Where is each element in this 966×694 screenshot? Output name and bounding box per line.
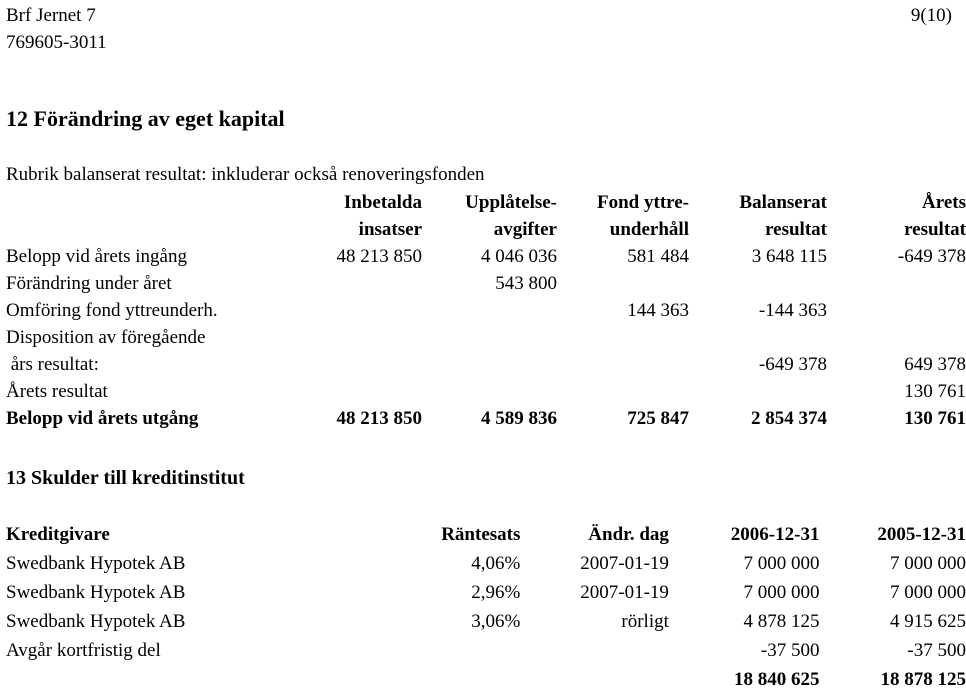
table-cell — [311, 351, 422, 378]
note-12-title: 12 Förändring av eget kapital — [6, 106, 285, 131]
table-cell: 48 213 850 — [336, 408, 422, 429]
table-cell — [227, 636, 520, 665]
column-header: Ändr. dag — [588, 524, 669, 545]
table-cell — [827, 324, 966, 351]
row-label: Belopp vid årets ingång — [6, 246, 187, 267]
table-cell — [689, 324, 827, 351]
total-cell: 18 878 125 — [880, 669, 966, 690]
table-cell — [311, 378, 422, 405]
table-row — [0, 270, 966, 297]
column-header: 2006-12-31 — [730, 524, 820, 545]
row-label: Årets resultat — [6, 381, 108, 402]
table-cell: 725 847 — [627, 408, 689, 429]
org-name: Brf Jernet 7 — [6, 5, 96, 26]
table-cell: 543 800 — [495, 273, 557, 294]
table-cell — [689, 270, 827, 297]
org-number: 769605-3011 — [6, 32, 107, 53]
table-cell — [520, 636, 669, 665]
table-cell — [422, 297, 557, 324]
table-row — [0, 243, 966, 270]
credit-institution-debt-table — [0, 520, 966, 694]
column-header: Inbetalda — [343, 192, 422, 213]
table-cell — [422, 378, 557, 405]
table-cell: 48 213 850 — [336, 246, 422, 267]
table-cell: 3,06% — [471, 611, 521, 632]
column-header: Kreditgivare — [6, 524, 110, 545]
table-cell — [557, 351, 689, 378]
column-header: Balanserat — [739, 192, 827, 213]
table-cell — [689, 378, 827, 405]
row-label: Förändring under året — [6, 273, 172, 294]
table-cell: 2 854 374 — [751, 408, 827, 429]
table-cell: 7 000 000 — [890, 582, 966, 603]
table-cell: 144 363 — [627, 300, 689, 321]
table-cell: -144 363 — [758, 300, 827, 321]
row-label: Omföring fond yttreunderh. — [6, 300, 218, 321]
column-header: 2005-12-31 — [877, 524, 966, 545]
table-cell — [422, 324, 557, 351]
column-header: Årets — [922, 192, 966, 213]
table-row — [0, 607, 966, 636]
table-cell — [311, 324, 422, 351]
column-header: avgifter — [493, 219, 557, 240]
table-cell: 7 000 000 — [743, 582, 820, 603]
table-cell: 7 000 000 — [743, 553, 820, 574]
table-row — [0, 636, 966, 665]
table-cell: 2,96% — [471, 582, 521, 603]
row-label: Disposition av föregående — [6, 327, 206, 348]
table-cell — [557, 270, 689, 297]
table-row — [0, 378, 966, 405]
table-cell: 4 878 125 — [743, 611, 820, 632]
table-cell: -37 500 — [760, 640, 820, 661]
table-cell: 4 915 625 — [890, 611, 966, 632]
column-header: Räntesats — [441, 524, 521, 545]
page-number: 9(10) — [910, 5, 952, 26]
table-row — [0, 578, 966, 607]
column-header: resultat — [765, 219, 827, 240]
table-cell — [422, 351, 557, 378]
table-cell: Swedbank Hypotek AB — [6, 553, 186, 574]
table-cell: 649 378 — [904, 354, 966, 375]
table-cell: rörligt — [621, 611, 669, 632]
table-header-row — [0, 189, 966, 216]
table-cell — [557, 378, 689, 405]
table-cell: 3 648 115 — [751, 246, 827, 267]
table-header-row — [0, 520, 966, 549]
table-cell — [827, 297, 966, 324]
table-cell: 130 761 — [904, 381, 966, 402]
table-cell: 2007-01-19 — [580, 553, 669, 574]
table-row — [0, 351, 966, 378]
table-row — [0, 297, 966, 324]
table-total-row — [0, 405, 966, 432]
equity-change-table — [0, 189, 966, 432]
table-cell: -37 500 — [907, 640, 966, 661]
row-label: Belopp vid årets utgång — [6, 408, 199, 429]
table-total-row — [0, 665, 966, 694]
column-header: Fond yttre- — [597, 192, 689, 213]
table-cell — [557, 324, 689, 351]
column-header: resultat — [904, 219, 966, 240]
note-12-rubrik: Rubrik balanserat resultat: inkluderar också renoveringsfonden — [6, 164, 485, 185]
table-cell — [311, 270, 422, 297]
table-cell — [827, 270, 966, 297]
note-13-title: 13 Skulder till kreditinstitut — [6, 467, 245, 489]
table-cell: 4 046 036 — [481, 246, 557, 267]
column-header: insatser — [358, 219, 422, 240]
table-cell: -649 378 — [897, 246, 966, 267]
table-row — [0, 549, 966, 578]
table-row — [0, 324, 966, 351]
table-cell: 2007-01-19 — [580, 582, 669, 603]
column-header: Upplåtelse- — [465, 192, 557, 213]
table-cell: 130 761 — [904, 408, 966, 429]
row-label: års resultat: — [6, 354, 99, 375]
table-cell: Avgår kortfristig del — [6, 640, 161, 661]
table-cell: -649 378 — [758, 354, 827, 375]
table-cell: 7 000 000 — [890, 553, 966, 574]
table-cell: 4 589 836 — [481, 408, 557, 429]
table-cell: 4,06% — [471, 553, 521, 574]
table-cell: 581 484 — [627, 246, 689, 267]
table-cell — [311, 297, 422, 324]
column-header: underhåll — [609, 219, 689, 240]
table-header-row — [0, 216, 966, 243]
table-cell: Swedbank Hypotek AB — [6, 611, 186, 632]
page-header-left — [6, 2, 107, 56]
table-cell: Swedbank Hypotek AB — [6, 582, 186, 603]
total-cell: 18 840 625 — [733, 669, 820, 690]
